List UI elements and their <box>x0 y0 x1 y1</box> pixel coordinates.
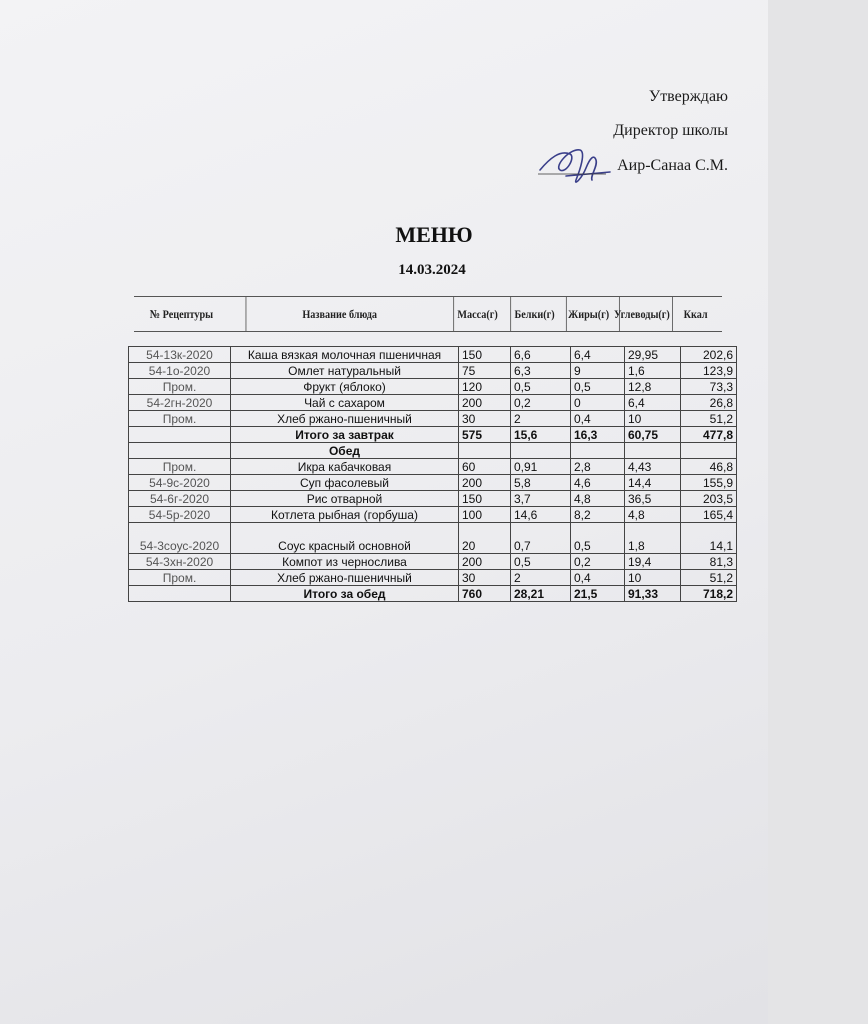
cell-code: Пром. <box>129 379 231 395</box>
section-heading-lunch: Обед <box>231 443 459 459</box>
cell-total-label: Итого за завтрак <box>231 427 459 443</box>
approval-line-approve: Утверждаю <box>648 88 728 105</box>
cell-kcal: 81,3 <box>681 554 737 570</box>
cell-kcal: 155,9 <box>681 475 737 491</box>
cell-dish: Каша вязкая молочная пшеничная <box>231 347 459 363</box>
cell-code: Пром. <box>129 459 231 475</box>
cell-fat: 9 <box>571 363 625 379</box>
header-fat: Жиры(г) <box>566 297 611 331</box>
cell-mass: 30 <box>459 570 511 586</box>
cell-kcal: 123,9 <box>681 363 737 379</box>
cell-dish: Котлета рыбная (горбуша) <box>231 507 459 523</box>
cell-kcal: 46,8 <box>681 459 737 475</box>
cell-mass: 150 <box>459 347 511 363</box>
cell-carbs: 4,43 <box>625 459 681 475</box>
cell-dish: Чай с сахаром <box>231 395 459 411</box>
cell-code: Пром. <box>129 570 231 586</box>
cell-total-protein: 15,6 <box>511 427 571 443</box>
cell-protein: 0,91 <box>511 459 571 475</box>
cell-protein: 0,2 <box>511 395 571 411</box>
cell-kcal: 14,1 <box>681 523 737 554</box>
cell-fat: 0,4 <box>571 411 625 427</box>
cell-empty <box>511 443 571 459</box>
total-row <box>129 427 737 443</box>
cell-fat: 6,4 <box>571 347 625 363</box>
cell-fat: 0,5 <box>571 379 625 395</box>
cell-protein: 0,5 <box>511 379 571 395</box>
table-row <box>129 363 737 379</box>
cell-empty <box>129 586 231 602</box>
header-mass: Масса(г) <box>454 297 502 331</box>
cell-protein: 5,8 <box>511 475 571 491</box>
cell-total-label: Итого за обед <box>231 586 459 602</box>
cell-mass: 60 <box>459 459 511 475</box>
section-heading-row <box>129 443 737 459</box>
header-kcal: Ккал <box>672 297 718 331</box>
cell-empty <box>681 443 737 459</box>
menu-table-body <box>129 347 737 602</box>
cell-kcal: 26,8 <box>681 395 737 411</box>
table-row <box>129 570 737 586</box>
cell-empty <box>571 443 625 459</box>
cell-dish: Омлет натуральный <box>231 363 459 379</box>
approval-line-director: Директор школы <box>613 122 728 139</box>
cell-total-kcal: 477,8 <box>681 427 737 443</box>
table-row <box>129 554 737 570</box>
cell-carbs: 10 <box>625 411 681 427</box>
cell-dish: Хлеб ржано-пшеничный <box>231 411 459 427</box>
cell-empty <box>129 443 231 459</box>
cell-empty <box>459 443 511 459</box>
cell-code: 54-5р-2020 <box>129 507 231 523</box>
cell-dish: Соус красный основной <box>231 523 459 554</box>
cell-empty <box>625 443 681 459</box>
table-row <box>129 491 737 507</box>
cell-protein: 14,6 <box>511 507 571 523</box>
cell-fat: 0 <box>571 395 625 411</box>
header-carbs: Углеводы(г) <box>619 297 664 331</box>
cell-total-fat: 16,3 <box>571 427 625 443</box>
cell-mass: 200 <box>459 554 511 570</box>
cell-mass: 200 <box>459 395 511 411</box>
cell-dish: Компот из чернослива <box>231 554 459 570</box>
menu-date: 14.03.2024 <box>398 262 466 278</box>
cell-carbs: 6,4 <box>625 395 681 411</box>
table-row <box>129 379 737 395</box>
cell-dish: Фрукт (яблоко) <box>231 379 459 395</box>
cell-mass: 75 <box>459 363 511 379</box>
cell-total-mass: 760 <box>459 586 511 602</box>
cell-protein: 0,5 <box>511 554 571 570</box>
cell-kcal: 73,3 <box>681 379 737 395</box>
cell-protein: 2 <box>511 570 571 586</box>
cell-carbs: 1,8 <box>625 523 681 554</box>
table-row <box>129 523 737 554</box>
cell-carbs: 12,8 <box>625 379 681 395</box>
cell-protein: 0,7 <box>511 523 571 554</box>
cell-mass: 20 <box>459 523 511 554</box>
cell-fat: 0,4 <box>571 570 625 586</box>
cell-total-kcal: 718,2 <box>681 586 737 602</box>
table-row <box>129 475 737 491</box>
cell-protein: 3,7 <box>511 491 571 507</box>
header-dish: Название блюда <box>245 297 432 331</box>
cell-kcal: 165,4 <box>681 507 737 523</box>
cell-dish: Хлеб ржано-пшеничный <box>231 570 459 586</box>
cell-fat: 8,2 <box>571 507 625 523</box>
cell-mass: 120 <box>459 379 511 395</box>
header-recipe-no: № Рецептуры <box>149 306 214 321</box>
cell-kcal: 203,5 <box>681 491 737 507</box>
cell-mass: 100 <box>459 507 511 523</box>
cell-total-protein: 28,21 <box>511 586 571 602</box>
cell-mass: 30 <box>459 411 511 427</box>
cell-code: 54-13к-2020 <box>129 347 231 363</box>
cell-code: 54-2гн-2020 <box>129 395 231 411</box>
cell-kcal: 202,6 <box>681 347 737 363</box>
cell-code: 54-6г-2020 <box>129 491 231 507</box>
page-title: МЕНЮ <box>395 222 473 247</box>
table-row <box>129 395 737 411</box>
table-header <box>134 296 722 332</box>
cell-code: 54-3хн-2020 <box>129 554 231 570</box>
cell-mass: 150 <box>459 491 511 507</box>
header-protein: Белки(г) <box>510 297 558 331</box>
cell-protein: 2 <box>511 411 571 427</box>
cell-total-fat: 21,5 <box>571 586 625 602</box>
cell-total-carbs: 91,33 <box>625 586 681 602</box>
cell-dish: Рис отварной <box>231 491 459 507</box>
cell-dish: Икра кабачковая <box>231 459 459 475</box>
approval-line-name: Аир-Санаа С.М. <box>617 157 728 174</box>
table-row <box>129 347 737 363</box>
cell-kcal: 51,2 <box>681 411 737 427</box>
cell-carbs: 14,4 <box>625 475 681 491</box>
cell-empty <box>129 427 231 443</box>
table-row <box>129 411 737 427</box>
table-row <box>129 459 737 475</box>
menu-table <box>128 346 737 602</box>
cell-protein: 6,6 <box>511 347 571 363</box>
cell-fat: 0,2 <box>571 554 625 570</box>
cell-carbs: 19,4 <box>625 554 681 570</box>
cell-total-carbs: 60,75 <box>625 427 681 443</box>
cell-fat: 4,8 <box>571 491 625 507</box>
cell-code: 54-9с-2020 <box>129 475 231 491</box>
cell-carbs: 1,6 <box>625 363 681 379</box>
cell-total-mass: 575 <box>459 427 511 443</box>
cell-carbs: 36,5 <box>625 491 681 507</box>
cell-carbs: 4,8 <box>625 507 681 523</box>
cell-code: Пром. <box>129 411 231 427</box>
cell-fat: 2,8 <box>571 459 625 475</box>
table-row <box>129 507 737 523</box>
cell-carbs: 29,95 <box>625 347 681 363</box>
cell-mass: 200 <box>459 475 511 491</box>
cell-code: 54-1о-2020 <box>129 363 231 379</box>
cell-carbs: 10 <box>625 570 681 586</box>
cell-fat: 0,5 <box>571 523 625 554</box>
cell-dish: Суп фасолевый <box>231 475 459 491</box>
cell-code: 54-3соус-2020 <box>129 523 231 554</box>
total-row <box>129 586 737 602</box>
cell-protein: 6,3 <box>511 363 571 379</box>
cell-fat: 4,6 <box>571 475 625 491</box>
handwritten-signature <box>536 140 616 190</box>
cell-kcal: 51,2 <box>681 570 737 586</box>
